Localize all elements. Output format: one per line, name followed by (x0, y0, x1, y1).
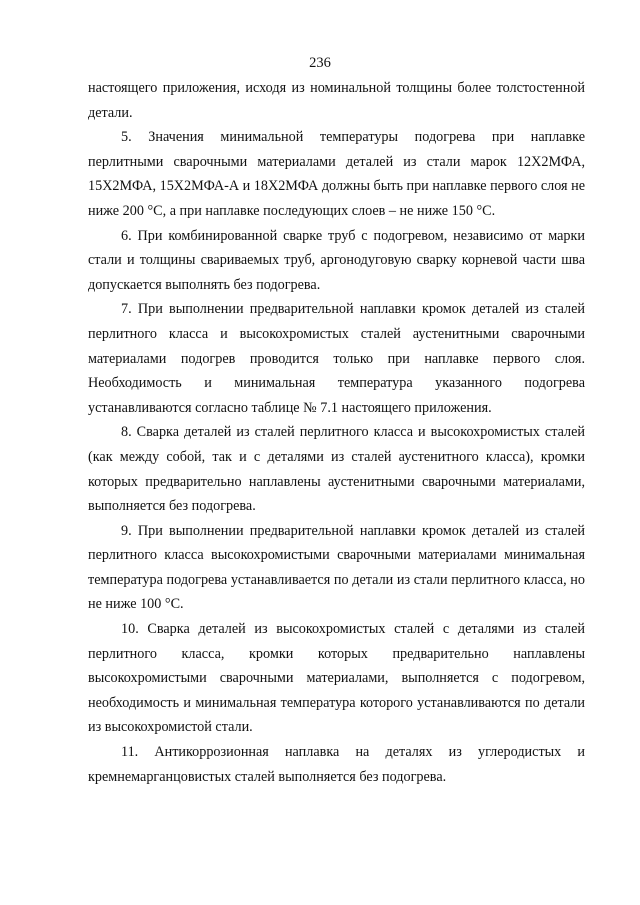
paragraph-item-9: 9. При выполнении предварительной наплавки кромок деталей из сталей перлитного класса высокохромистыми сварочными материалами минимальная температура подогрева устанавливается по детали из стали перлитного класса, но не ниже 100 °С. (88, 522, 585, 613)
paragraph-continuation: настоящего приложения, исходя из номинальной толщины более толстостенной детали. (88, 80, 585, 121)
paragraph-item-7: 7. При выполнении предварительной наплавки кромок деталей из сталей перлитного класса и высокохромистых сталей аустенитными сварочными материалами подогрев проводится только при наплавке первого слоя. Необходимость и минимальная температура указанного подогрева устанавливаются согласно таблице № 7.1 настоящего приложения. (88, 301, 585, 416)
document-body (88, 76, 585, 789)
paragraph-item-11: 11. Антикоррозионная наплавка на деталях из углеродистых и кремнемарганцовистых сталей выполняется без подогрева. (88, 744, 585, 785)
page-number: 236 (309, 55, 331, 71)
paragraph-item-8: 8. Сварка деталей из сталей перлитного класса и высокохромистых сталей (как между собой, так и с деталями из сталей аустенитного класса), кромки которых предварительно наплавлены аустенитными сварочными материалами, выполняется без подогрева. (88, 424, 585, 515)
paragraph-item-10: 10. Сварка деталей из высокохромистых сталей с деталями из сталей перлитного класса, кромки которых предварительно наплавлены высокохромистыми сварочными материалами, выполняется с подогревом, необходимость и минимальная температура которого устанавливаются по детали из высокохромистой стали. (88, 621, 585, 736)
paragraph-item-5: 5. Значения минимальной температуры подогрева при наплавке перлитными сварочными материалами деталей из стали марок 12Х2МФА, 15Х2МФА, 15Х2МФА-А и 18Х2МФА должны быть при наплавке первого слоя не ниже 200 °С, а при наплавке последующих слоев – не ниже 150 °С. (88, 129, 586, 219)
paragraph-item-6: 6. При комбинированной сварке труб с подогревом, независимо от марки стали и толщины свариваемых труб, аргонодуговую сварку корневой части шва допускается выполнять без подогрева. (88, 227, 585, 293)
